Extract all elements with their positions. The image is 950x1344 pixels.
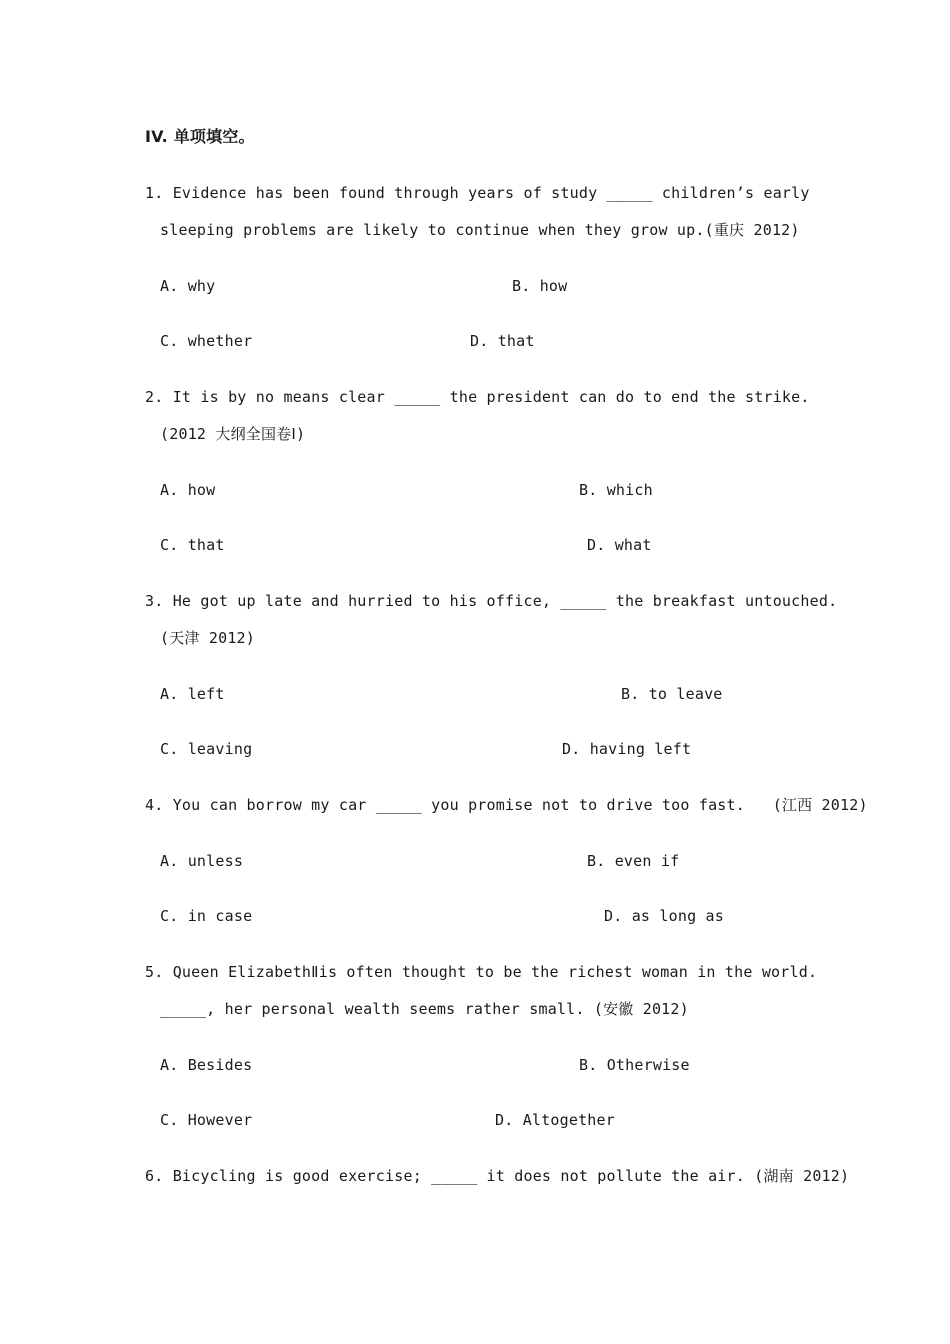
question-5-option-c: C. However — [160, 1111, 253, 1129]
question-2-option-a: A. how — [160, 481, 216, 499]
question-4-option-c: C. in case — [160, 907, 253, 925]
question-4-text: 4. You can borrow my car _____ you promise not to drive too fast. (江西 2012) — [145, 796, 868, 814]
question-3-option-b: B. to leave — [621, 685, 723, 703]
question-2-option-b: B. which — [579, 481, 653, 499]
question-4-option-a: A. unless — [160, 852, 244, 870]
question-3-option-d: D. having left — [562, 740, 692, 758]
question-5-option-d: D. Altogether — [495, 1111, 615, 1129]
question-1-option-b: B. how — [512, 277, 568, 295]
question-4-option-b: B. even if — [587, 852, 680, 870]
question-3-option-a: A. left — [160, 685, 225, 703]
question-2-option-c: C. that — [160, 536, 225, 554]
question-3-text-cont: (天津 2012) — [160, 629, 256, 647]
question-3-option-c: C. leaving — [160, 740, 253, 758]
question-1-option-a: A. why — [160, 277, 216, 295]
question-1-text-cont: sleeping problems are likely to continue when they grow up.(重庆 2012) — [160, 221, 800, 239]
question-5-text: 5. Queen ElizabethⅡis often thought to be the richest woman in the world. — [145, 963, 818, 981]
question-2-text: 2. It is by no means clear _____ the president can do to end the strike. — [145, 388, 810, 406]
question-1-option-c: C. whether — [160, 332, 253, 350]
question-4-option-d: D. as long as — [604, 907, 724, 925]
question-3-text: 3. He got up late and hurried to his office, _____ the breakfast untouched. — [145, 592, 838, 610]
question-2-text-cont: (2012 大纲全国卷Ⅰ) — [160, 425, 306, 443]
question-6-text: 6. Bicycling is good exercise; _____ it does not pollute the air. (湖南 2012) — [145, 1167, 850, 1185]
question-1-option-d: D. that — [470, 332, 535, 350]
section-title: IV. 单项填空。 — [145, 127, 255, 146]
question-5-option-b: B. Otherwise — [579, 1056, 690, 1074]
question-1-text: 1. Evidence has been found through years of study _____ children’s early — [145, 184, 810, 202]
question-2-option-d: D. what — [587, 536, 652, 554]
question-5-text-cont: _____, her personal wealth seems rather small. (安徽 2012) — [160, 1000, 689, 1018]
question-5-option-a: A. Besides — [160, 1056, 253, 1074]
